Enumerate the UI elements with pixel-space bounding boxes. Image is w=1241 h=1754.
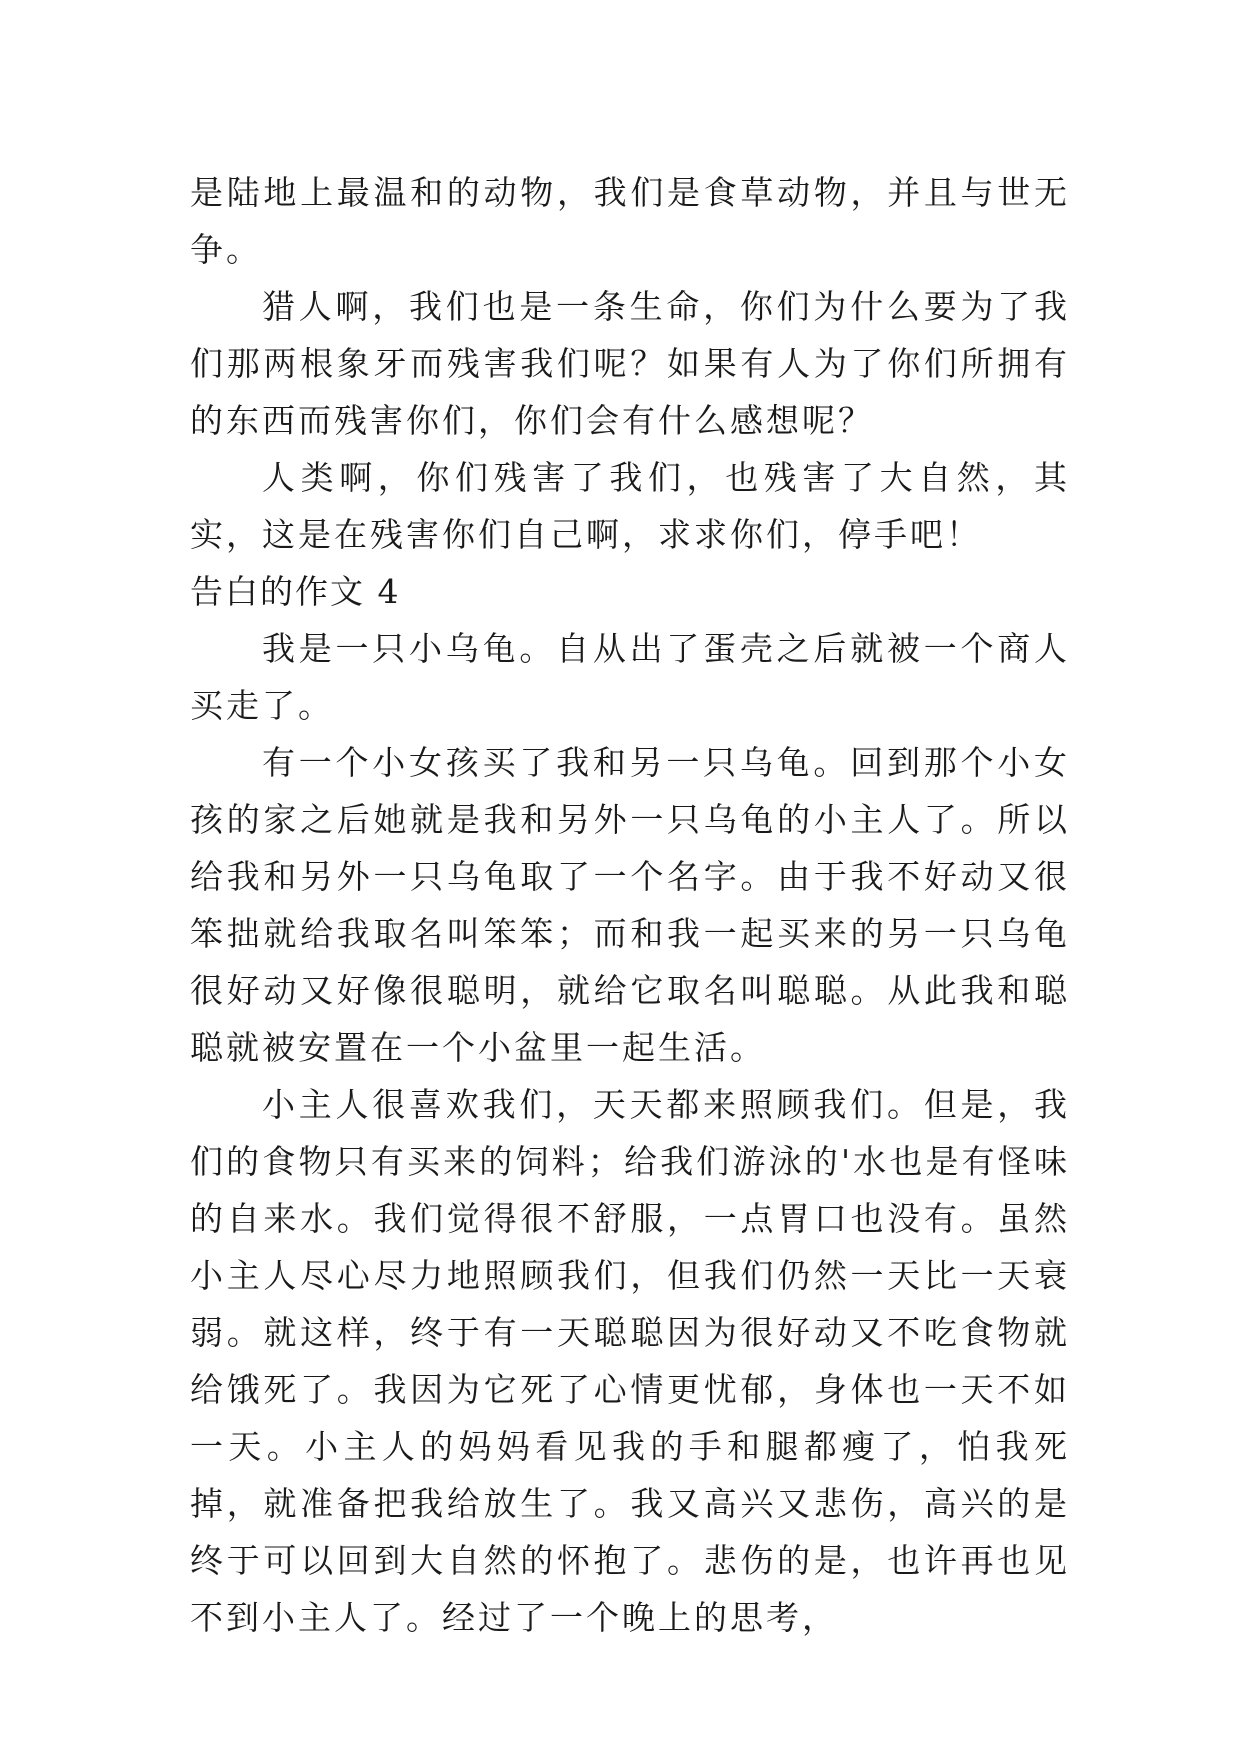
paragraph-4: 我是一只小乌龟。自从出了蛋壳之后就被一个商人买走了。 xyxy=(190,629,1070,725)
paragraph-5: 有一个小女孩买了我和另一只乌龟。回到那个小女孩的家之后她就是我和另外一只乌龟的小主人了。所以给我和另外一只乌龟取了一个名字。由于我不好动又很笨拙就给我取名叫笨笨；而和我一起买来的另一只乌龟很好动又好像很聪明，就给它取名叫聪聪。从此我和聪聪就被安置在一个小盆里一起生活。 xyxy=(190,743,1070,1067)
essay-heading: 告白的作文 4 xyxy=(190,572,401,611)
paragraph-6: 小主人很喜欢我们，天天都来照顾我们。但是，我们的食物只有买来的饲料；给我们游泳的'水也是有怪味的自来水。我们觉得很不舒服，一点胃口也没有。虽然小主人尽心尽力地照顾我们，但我们仍然一天比一天衰弱。就这样，终于有一天聪聪因为很好动又不吃食物就给饿死了。我因为它死了心情更忧郁，身体也一天不如一天。小主人的妈妈看见我的手和腿都瘦了，怕我死掉，就准备把我给放生了。我又高兴又悲伤，高兴的是终于可以回到大自然的怀抱了。悲伤的是，也许再也见不到小主人了。经过了一个晚上的思考， xyxy=(190,1085,1070,1637)
paragraph-1: 是陆地上最温和的动物，我们是食草动物，并且与世无争。 xyxy=(190,173,1070,269)
document-body xyxy=(190,164,1070,1646)
paragraph-2: 猎人啊，我们也是一条生命，你们为什么要为了我们那两根象牙而残害我们呢？如果有人为了你们所拥有的东西而残害你们，你们会有什么感想呢？ xyxy=(190,287,1070,440)
paragraph-3: 人类啊，你们残害了我们，也残害了大自然，其实，这是在残害你们自己啊，求求你们，停手吧！ xyxy=(190,458,1070,554)
